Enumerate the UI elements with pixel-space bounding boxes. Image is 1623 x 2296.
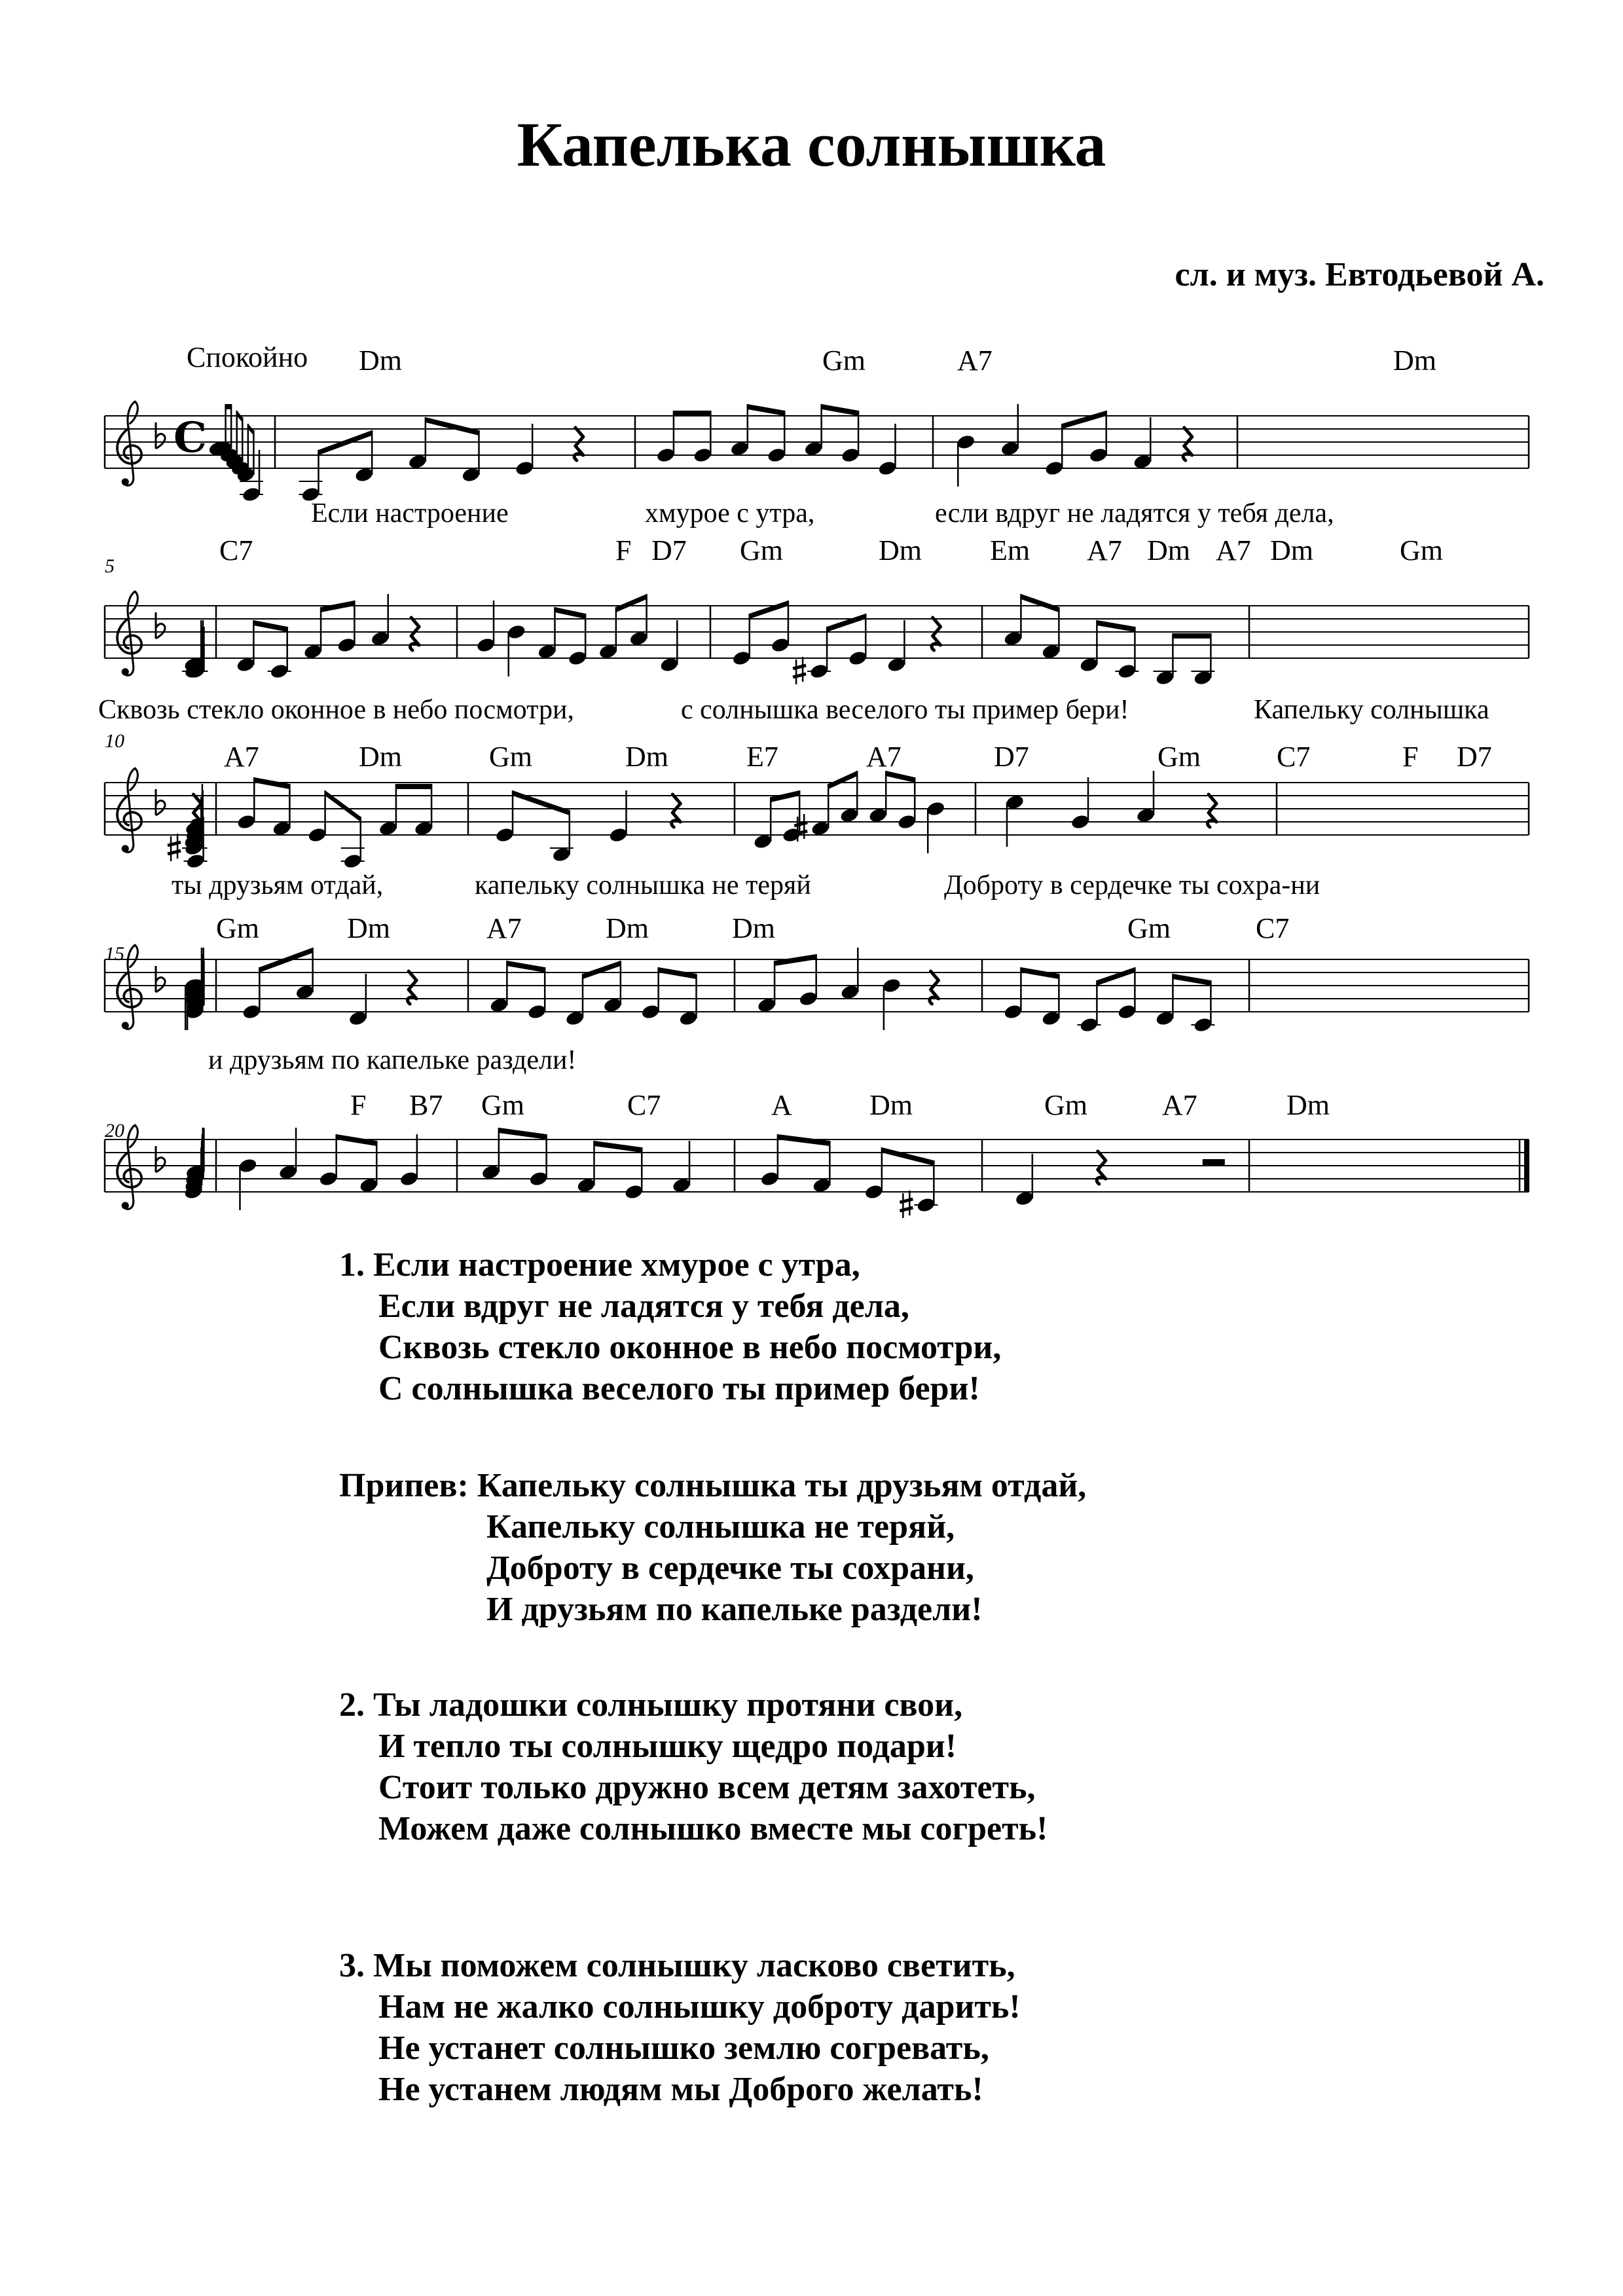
note-head — [1193, 1016, 1213, 1033]
note-beam — [248, 424, 254, 435]
verse-line: Нам не жалко солнышку доброту дарить! — [378, 1988, 1021, 2026]
verse-block — [339, 1684, 1048, 1849]
chord-symbol: Gm — [740, 534, 783, 566]
staff-system — [105, 1125, 1529, 1218]
note-head — [926, 800, 946, 817]
note-beam — [659, 967, 697, 979]
note-head — [1079, 1016, 1099, 1033]
note-head — [528, 1170, 549, 1187]
lyric-text: если вдруг не ладятся у тебя дела, — [935, 498, 1334, 528]
verse-line: 1. Если настроение хмурое с утра, — [339, 1246, 860, 1284]
chord-symbol: Dm — [347, 912, 390, 944]
verse-line: И тепло ты солнышку щедро подари! — [378, 1728, 957, 1765]
note-beam — [237, 411, 243, 422]
flat-icon — [156, 966, 165, 992]
verse-line: Не устанет солнышко землю согревать, — [378, 2029, 989, 2067]
treble-clef-icon — [117, 401, 141, 485]
note-beam — [1062, 411, 1106, 429]
staff-system — [105, 591, 1529, 686]
chord-symbol: Gm — [1044, 1089, 1087, 1121]
note-head — [897, 813, 917, 830]
note-beam — [499, 1128, 547, 1139]
note-beam — [253, 620, 287, 632]
page-title: Капелька солнышка — [517, 109, 1106, 179]
chord-symbol: Dm — [1393, 344, 1436, 377]
note-beam — [674, 411, 710, 416]
chord-symbol: A7 — [1162, 1089, 1197, 1121]
note-beam — [226, 404, 232, 409]
sharp-icon — [168, 834, 181, 861]
note-head — [771, 637, 791, 654]
note-beam — [426, 417, 479, 435]
chorus-block — [339, 1465, 1086, 1630]
note-beam — [337, 1134, 377, 1146]
chord-symbol: F — [350, 1089, 367, 1121]
verse-line: Припев: Капельку солнышка ты друзьям отдай, — [339, 1467, 1087, 1504]
note-head — [782, 826, 802, 843]
treble-clef-icon — [117, 945, 141, 1029]
note-beam — [583, 961, 621, 979]
note-head — [767, 447, 787, 464]
lyric-text: с солнышка веселого ты пример бери! — [681, 695, 1129, 725]
chord-symbol: A7 — [486, 912, 522, 944]
verse-block — [339, 1244, 1001, 1409]
chord-symbol: Gm — [216, 912, 259, 944]
sharp-icon — [793, 657, 806, 684]
verse-line: Если вдруг не ладятся у тебя дела, — [378, 1287, 909, 1325]
note-head — [495, 826, 515, 843]
note-beam — [775, 954, 816, 966]
chord-symbol: Dm — [625, 741, 668, 773]
verse-line: Капельку солнышка не теряй, — [486, 1508, 955, 1546]
note-head — [1088, 447, 1108, 464]
time-signature-icon: C — [173, 413, 207, 462]
flat-icon — [156, 612, 165, 639]
note-head — [656, 447, 676, 464]
sharp-icon — [900, 1191, 913, 1218]
note-head — [882, 977, 902, 994]
chord-symbol: Gm — [489, 741, 532, 773]
note-beam — [822, 404, 858, 416]
final-barline — [1524, 1139, 1529, 1192]
chord-symbol: B7 — [409, 1089, 443, 1121]
note-head — [798, 990, 818, 1007]
chord-symbol: A7 — [866, 741, 902, 773]
chord-symbol: Gm — [1400, 534, 1443, 566]
lyric-text: ты друзьям отдай, — [172, 870, 384, 900]
note-head — [1070, 813, 1091, 830]
lyric-text: Доброту в сердечке ты сохра-ни — [944, 870, 1321, 900]
note-head — [916, 1196, 936, 1213]
note-head — [1044, 460, 1065, 477]
note-head — [640, 1003, 661, 1020]
note-head — [624, 1183, 644, 1200]
chord-symbol: Dm — [359, 344, 402, 377]
measure-number: 5 — [105, 555, 115, 577]
chord-symbol: F — [615, 534, 632, 566]
treble-clef-icon — [117, 591, 141, 675]
note-beam — [202, 627, 203, 632]
chord-symbol: A — [771, 1089, 792, 1121]
note-beam — [396, 784, 431, 789]
note-beam — [513, 790, 570, 815]
tempo-marking: Спокойно — [187, 341, 308, 373]
chord-symbol: D7 — [994, 741, 1029, 773]
note-head — [337, 637, 357, 654]
note-head — [342, 853, 363, 870]
note-beam — [1097, 967, 1135, 986]
note-head — [515, 460, 535, 477]
note-beam — [1173, 974, 1211, 986]
staff-system — [105, 945, 1529, 1033]
staff-system — [105, 768, 1529, 870]
composer-credit: сл. и муз. Евтодьевой А. — [1175, 256, 1544, 293]
note-head — [301, 486, 321, 503]
chord-symbol: F — [1402, 741, 1419, 773]
measure-number: 15 — [105, 943, 124, 965]
chord-symbol: Gm — [822, 344, 866, 377]
flat-icon — [156, 789, 165, 815]
verse-line: Можем даже солнышко вместе мы согреть! — [378, 1810, 1048, 1847]
note-head — [269, 663, 289, 680]
chord-symbol: Gm — [1158, 741, 1201, 773]
chord-symbol: Dm — [1286, 1089, 1330, 1121]
half-rest-icon — [1203, 1159, 1225, 1166]
note-head — [864, 1183, 884, 1200]
flat-icon — [156, 1146, 165, 1172]
lyric-text: хмурое с утра, — [645, 498, 815, 528]
chord-symbol: D7 — [651, 534, 687, 566]
note-beam — [882, 1147, 934, 1166]
chord-symbol: Dm — [869, 1089, 913, 1121]
note-head — [318, 1170, 338, 1187]
verse-line: Не устанем людям мы Доброго желать! — [378, 2071, 983, 2108]
note-beam — [555, 607, 585, 619]
note-head — [476, 637, 496, 654]
verse-line: И друзьям по капельке раздели! — [486, 1591, 983, 1628]
verse-line: 3. Мы поможем солнышку ласково светить, — [339, 1947, 1015, 1984]
chord-symbol: Gm — [481, 1089, 524, 1121]
note-beam — [1021, 594, 1059, 612]
note-head — [956, 434, 976, 451]
note-beam — [507, 961, 545, 972]
note-head — [185, 853, 206, 870]
lyric-text: Капельку солнышка — [1254, 695, 1489, 725]
note-head — [399, 1170, 420, 1187]
note-head — [242, 1003, 262, 1020]
note-head — [527, 1003, 547, 1020]
note-beam — [827, 614, 866, 632]
lyric-text: Сквозь стекло оконное в небо посмотри, — [98, 695, 574, 725]
chord-symbol: Dm — [732, 912, 775, 944]
chord-symbol: E7 — [746, 741, 778, 773]
note-beam — [254, 777, 289, 789]
note-head — [307, 826, 327, 843]
note-head — [236, 813, 257, 830]
note-head — [1117, 1003, 1137, 1020]
note-head — [506, 623, 526, 640]
note-head — [809, 663, 830, 680]
note-beam — [616, 594, 647, 612]
chord-symbol: Dm — [1147, 534, 1190, 566]
verse-line: Стоит только дружно всем детям захотеть, — [378, 1769, 1036, 1806]
chord-symbol: A7 — [1087, 534, 1122, 566]
note-head — [877, 460, 898, 477]
chord-symbol: C7 — [627, 1089, 661, 1121]
note-head — [848, 650, 868, 667]
lyric-text: и друзьям по капельке раздели! — [208, 1045, 577, 1075]
verse-line: Доброту в сердечке ты сохрани, — [486, 1549, 974, 1587]
note-head — [1117, 663, 1137, 680]
note-beam — [886, 771, 915, 783]
chord-symbol: Em — [990, 534, 1030, 566]
lyric-text: капельку солнышка не теряй — [475, 870, 811, 900]
flat-icon — [156, 422, 165, 449]
verse-line: Сквозь стекло оконное в небо посмотри, — [378, 1329, 1002, 1366]
chord-symbol: Gm — [1127, 912, 1171, 944]
treble-clef-icon — [117, 768, 141, 852]
note-head — [238, 1157, 258, 1174]
staff-system — [105, 401, 1529, 503]
chord-symbol: A7 — [1216, 534, 1251, 566]
note-beam — [748, 404, 784, 416]
verse-block — [339, 1945, 1021, 2110]
verse-line: С солнышка веселого ты пример бери! — [378, 1370, 980, 1407]
note-head — [841, 447, 861, 464]
chord-symbol: A7 — [224, 741, 259, 773]
chord-symbol: C7 — [1256, 912, 1290, 944]
chord-symbol: Dm — [1270, 534, 1313, 566]
note-head — [242, 486, 262, 503]
chord-symbol: C7 — [1277, 741, 1311, 773]
chord-symbol: C7 — [219, 534, 253, 566]
note-head — [608, 826, 629, 843]
chord-symbol: A7 — [957, 344, 993, 377]
lyric-text: Если настроение — [311, 498, 509, 528]
note-beam — [321, 601, 354, 612]
note-beam — [828, 771, 857, 789]
chord-symbol: Dm — [359, 741, 402, 773]
chord-symbol: D7 — [1457, 741, 1492, 773]
chord-symbol: Dm — [606, 912, 649, 944]
note-head — [1003, 1003, 1023, 1020]
note-beam — [1097, 620, 1135, 632]
note-beam — [594, 1141, 642, 1153]
note-head — [568, 650, 588, 667]
note-head — [693, 447, 713, 464]
note-head — [760, 1170, 780, 1187]
treble-clef-icon — [117, 1125, 141, 1209]
note-beam — [778, 1134, 830, 1146]
measure-number: 10 — [105, 730, 124, 752]
note-beam — [771, 790, 799, 802]
note-beam — [1173, 633, 1211, 639]
note-beam — [750, 601, 788, 619]
note-beam — [1021, 967, 1059, 979]
measure-number: 20 — [105, 1120, 124, 1141]
chord-symbol: Dm — [879, 534, 922, 566]
note-head — [731, 650, 752, 667]
verse-line: 2. Ты ладошки солнышку протяни свои, — [339, 1686, 963, 1724]
